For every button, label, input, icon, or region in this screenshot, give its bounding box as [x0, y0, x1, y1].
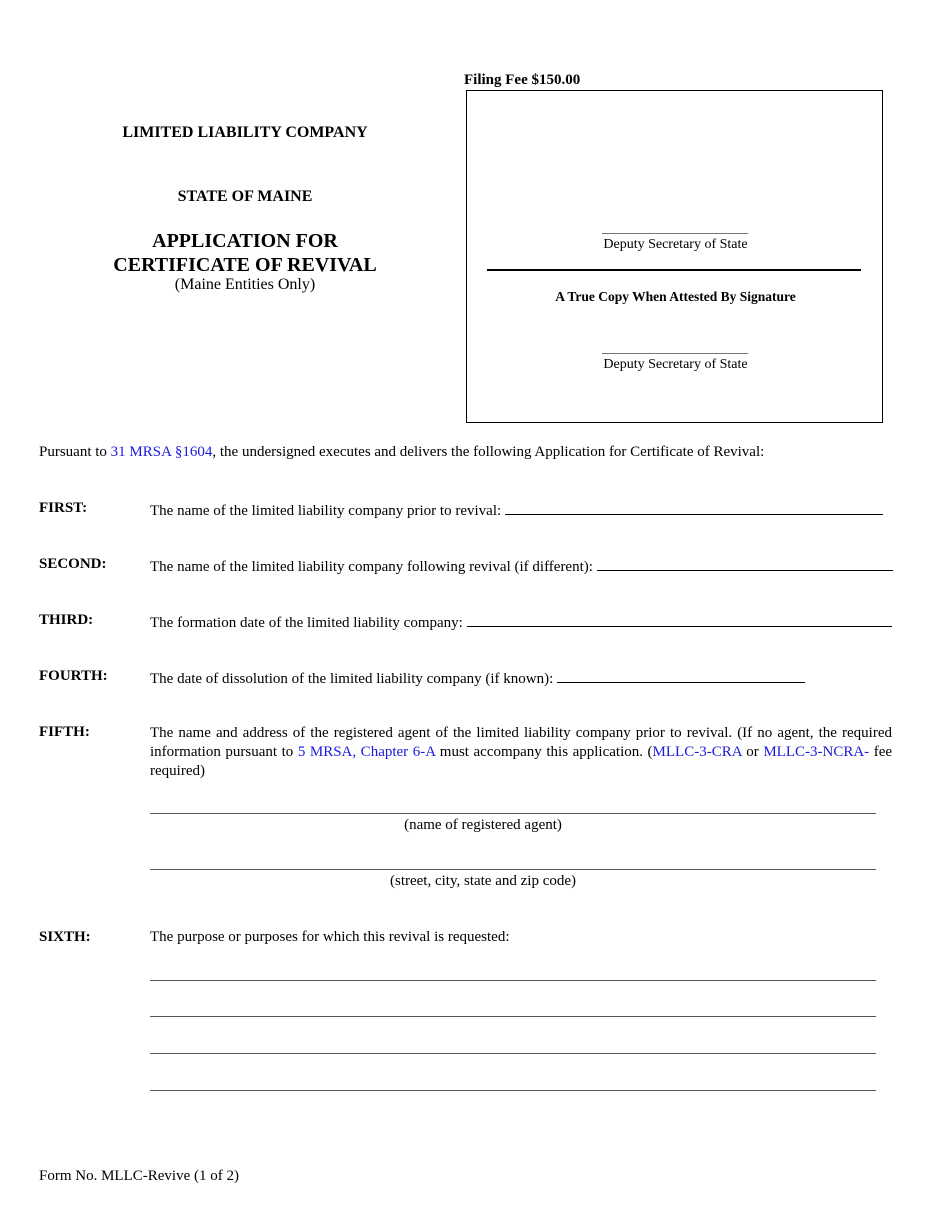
box-divider — [487, 269, 861, 271]
deputy-label-1: Deputy Secretary of State — [603, 237, 748, 252]
chapter-link[interactable]: 5 MRSA, Chapter 6-A — [297, 744, 436, 760]
statute-link[interactable]: 31 MRSA §1604 — [110, 444, 213, 460]
following-name-field[interactable] — [597, 556, 893, 571]
prior-name-field[interactable] — [505, 500, 883, 515]
dissolution-date-field[interactable] — [557, 668, 805, 683]
fourth-label: FOURTH: — [39, 668, 108, 684]
pursuant-statement — [39, 444, 764, 461]
first-label: FIRST: — [39, 500, 88, 516]
fifth-label: FIFTH: — [39, 724, 90, 740]
second-label: SECOND: — [39, 556, 107, 572]
fourth-text: The date of dissolution of the limited liability company (if known): — [150, 671, 554, 687]
fifth-text-c: or — [741, 744, 764, 760]
ncra-form-link[interactable]: MLLC-3-NCRA- — [763, 744, 870, 760]
state-heading: STATE OF MAINE — [177, 188, 313, 205]
page-subtitle: (Maine Entities Only) — [174, 276, 316, 293]
deputy-signature-line-1 — [602, 233, 748, 234]
registered-agent-caption: (name of registered agent) — [404, 817, 562, 833]
fifth-text-b: must accompany this application. ( — [435, 744, 653, 760]
third-label: THIRD: — [39, 612, 94, 628]
fourth-item — [150, 668, 805, 688]
form-number: Form No. MLLC-Revive (1 of 2) — [39, 1168, 239, 1184]
filing-box — [466, 90, 883, 423]
purpose-line-4[interactable] — [150, 1090, 876, 1091]
registered-agent-address-line[interactable] — [150, 869, 876, 870]
formation-date-field[interactable] — [467, 612, 892, 627]
purpose-line-2[interactable] — [150, 1016, 876, 1017]
first-text: The name of the limited liability company prior to revival: — [150, 503, 502, 519]
attest-text: A True Copy When Attested By Signature — [555, 289, 796, 304]
third-item — [150, 612, 892, 632]
purpose-line-1[interactable] — [150, 980, 876, 981]
registered-agent-name-line[interactable] — [150, 813, 876, 814]
second-item — [150, 556, 893, 576]
pursuant-suffix: , the undersigned executes and delivers the following Application for Certificate of Revival: — [212, 444, 765, 460]
fifth-text-d: fee required) — [150, 744, 893, 779]
filing-fee: Filing Fee $150.00 — [464, 72, 581, 88]
pursuant-prefix: Pursuant to — [39, 444, 111, 460]
company-type-heading: LIMITED LIABILITY COMPANY — [122, 124, 368, 141]
second-text: The name of the limited liability company following revival (if different): — [150, 559, 593, 575]
deputy-signature-line-2 — [602, 353, 748, 354]
sixth-label: SIXTH: — [39, 929, 91, 945]
purpose-line-3[interactable] — [150, 1053, 876, 1054]
first-item — [150, 500, 883, 520]
cra-form-link[interactable]: MLLC-3-CRA — [652, 744, 742, 760]
address-caption: (street, city, state and zip code) — [389, 873, 577, 889]
page-title — [40, 229, 450, 277]
title-line-2: CERTIFICATE OF REVIVAL — [113, 254, 377, 276]
third-text: The formation date of the limited liability company: — [150, 615, 463, 631]
sixth-text: The purpose or purposes for which this revival is requested: — [150, 929, 510, 945]
fifth-text-a: The name and address of the registered agent of the limited liability company prior to revival. (If no agent, the required information pursuant to — [150, 725, 892, 760]
title-line-1: APPLICATION FOR — [152, 230, 338, 252]
fifth-paragraph — [150, 724, 892, 781]
deputy-label-2: Deputy Secretary of State — [603, 357, 748, 372]
